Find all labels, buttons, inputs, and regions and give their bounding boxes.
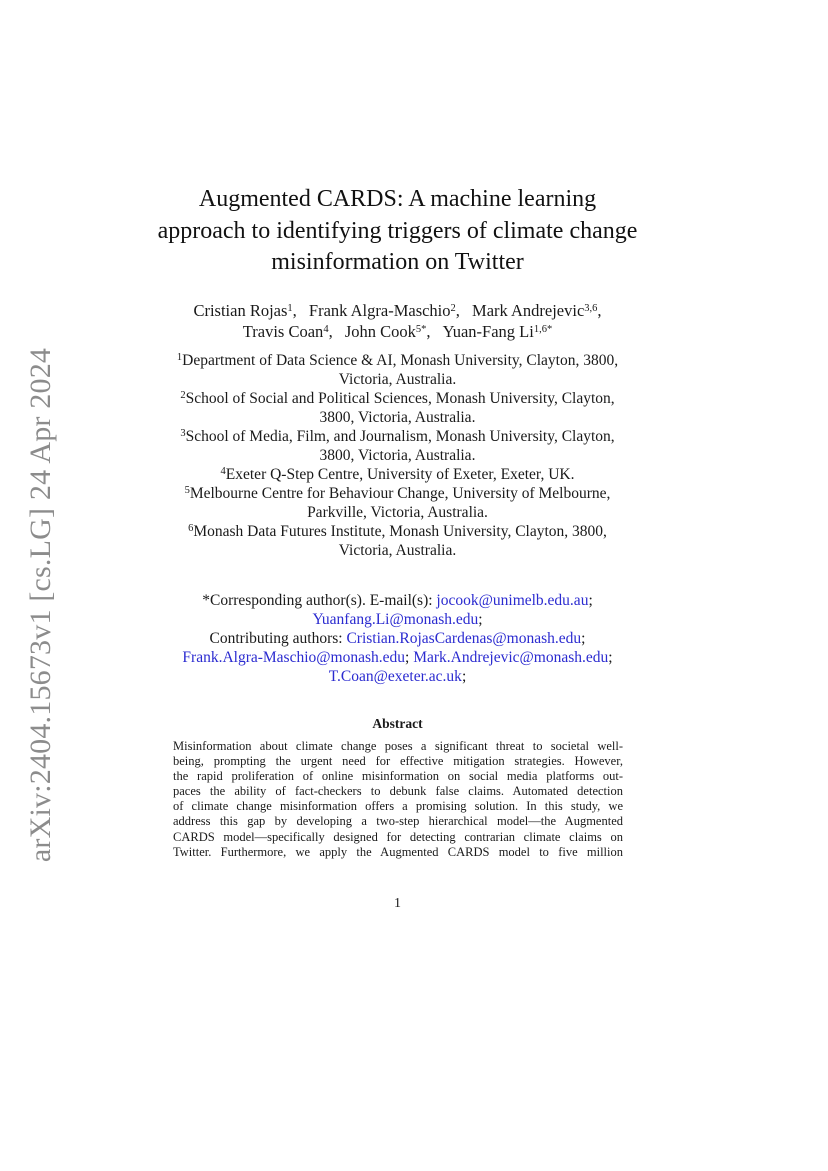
contributing-label: Contributing authors: [209,630,343,647]
author: Yuan-Fang $Li^{1,6*}$ [442,321,553,341]
email-link[interactable]: jocook@unimelb.edu.au [436,592,589,609]
abstract-line: of climate change misinformation offers a promising solution. In this study, we [173,799,623,814]
abstract-line: CARDS model—specifically designed for detecting contrarian climate claims on [173,829,623,844]
author: Mark Andrejevic$^{3,6}$, [472,301,602,320]
affiliation: $^5$Melbourne Centre for Behaviour Change, University of Melbourne, Parkville, Victoria, Australia. [184,485,611,521]
title-line: misinformation on Twitter [271,249,524,275]
author: Cristian Rojas$^1$, [193,301,297,320]
author: Travis Coan$^4$, [242,321,333,341]
paper-title [100,184,695,279]
email-link[interactable]: T.Coan@exeter.ac.uk [328,668,462,685]
arxiv-sidebar [18,347,64,863]
title-line: approach to identifying triggers of climate change [157,217,638,244]
affiliation: $^6$Monash Data Futures Institute, Monash University, Clayton, 3800, Victoria, Australia. [188,523,607,559]
page-number: 1 [394,896,401,911]
affiliation: $^3$School of Media, Film, and Journalism, Monash University, Clayton, 3800, Victoria, Australia. [180,428,615,464]
abstract-line: address this gap by developing a two-step hierarchical model—the Augmented [173,814,623,829]
email-link[interactable]: Yuanfang.Li@monash.edu [312,611,479,628]
email-link[interactable]: Mark.Andrejevic@monash.edu [413,649,609,666]
email-link[interactable]: Cristian.RojasCardenas@monash.edu [346,630,582,647]
title-line: Augmented CARDS: A machine learning [198,186,597,212]
email-link[interactable]: Frank.Algra-Maschio@monash.edu [182,649,406,666]
abstract-line: Misinformation about climate change poses a significant threat to societal well- [173,739,623,753]
author: Frank Algra-Maschio$^2$, [308,301,460,320]
abstract-line: being, prompting the urgent need for effective mitigation strategies. However, [173,754,623,769]
abstract-line: paces the ability of fact-checkers to debunk false claims. Automated detection [173,784,623,799]
abstract-body [173,739,623,860]
affiliation: $^4$Exeter Q-Step Centre, University of Exeter, Exeter, UK. [220,466,575,483]
affiliation: $^1$Department of Data Science & AI, Monash University, Clayton, 3800, Victoria, Australia. [176,352,619,388]
abstract-heading: Abstract [372,716,423,731]
author: John Cook$^{5*}$, [344,321,431,341]
abstract-line: Twitter. Furthermore, we apply the Augmented CARDS model to five million [173,844,623,859]
arxiv-identifier: arXiv:2404.15673v1 [cs.LG] 24 Apr 2024 [24,347,57,863]
corresponding-label: *Corresponding author(s). E-mail(s): [202,592,433,609]
author-list [100,301,695,342]
correspondence-block: *Corresponding author(s). E-mail(s): jocook@unimelb.edu.au; Yuanfang.Li@monash.edu; Contributing authors: Cristian.RojasCardenas@monash.edu; Frank.Algra-Maschio@monash.edu; Mark.Andrejevic@monash.edu; T.Coan@exeter.ac.uk; [182,592,613,685]
affiliation-list [120,351,675,560]
abstract-line: the rapid proliferation of online misinformation on social media platforms out- [173,769,623,784]
affiliation: $^2$School of Social and Political Sciences, Monash University, Clayton, 3800, Victoria, Australia. [180,390,615,426]
